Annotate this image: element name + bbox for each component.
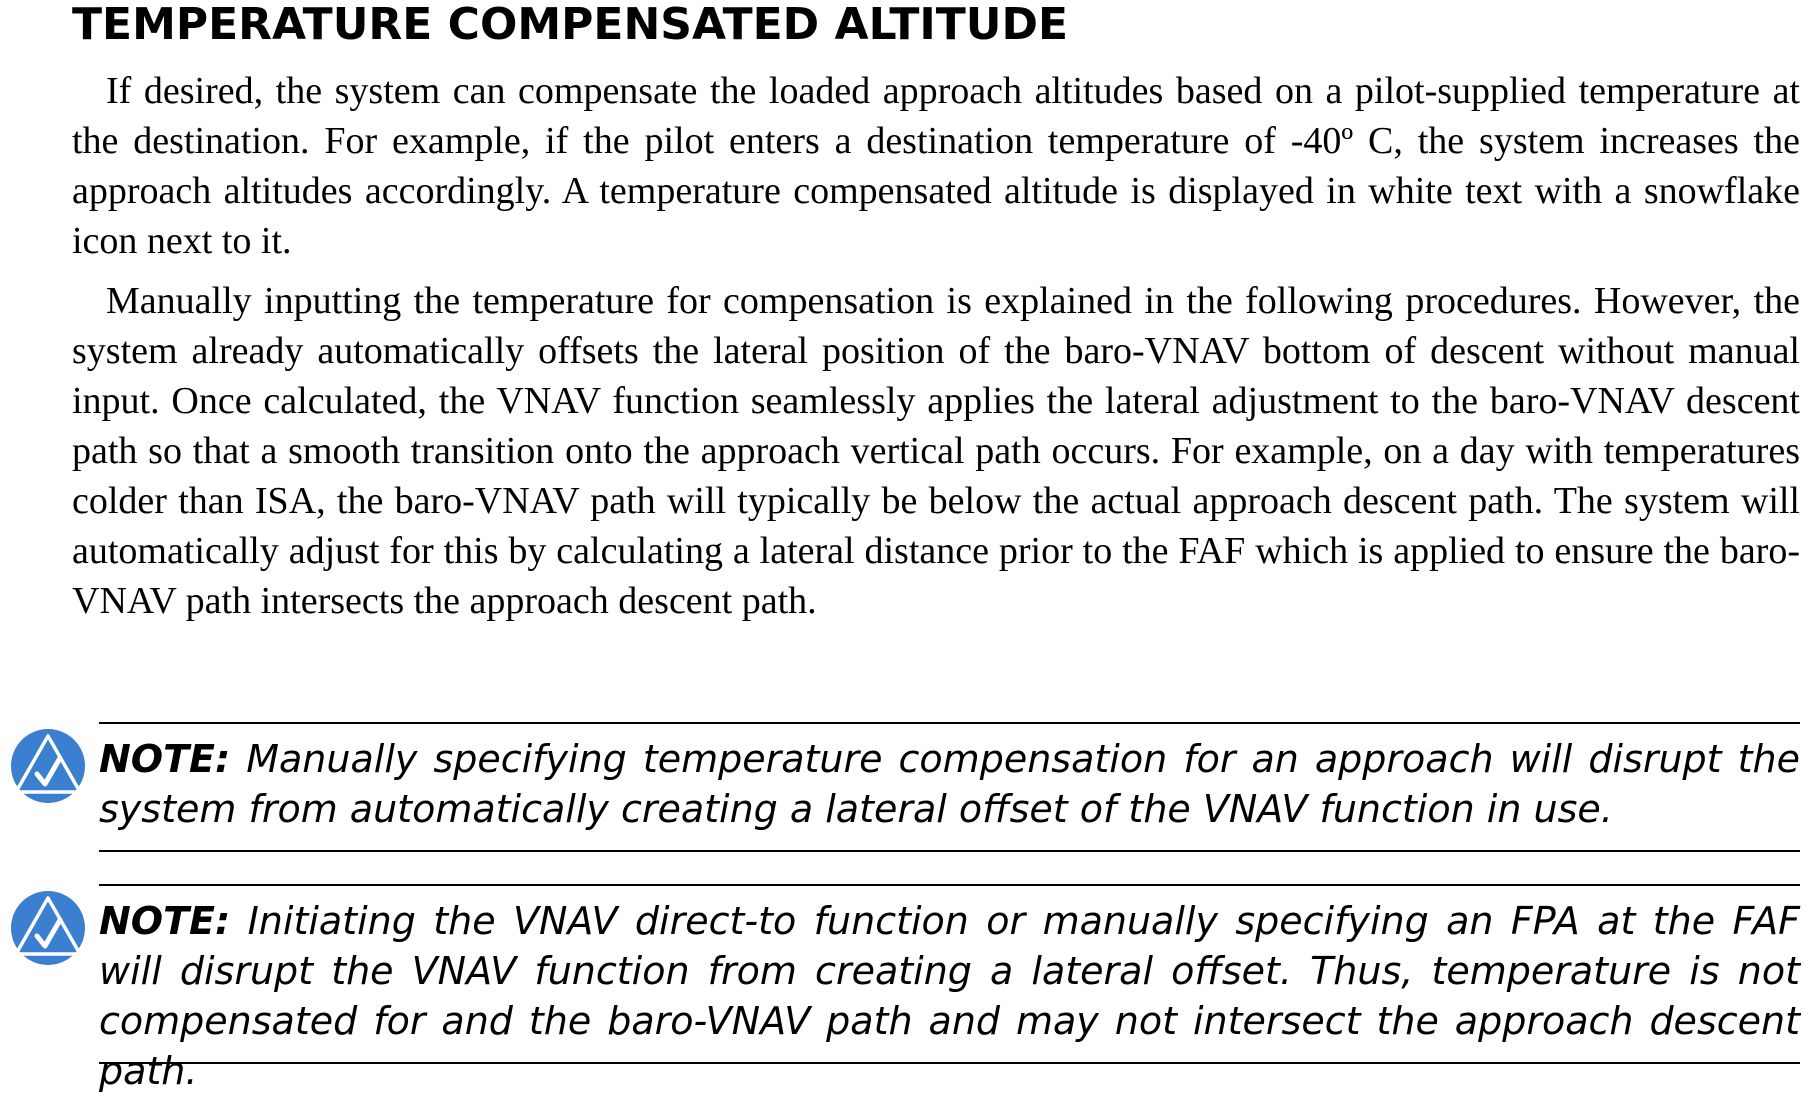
note-body: Manually specifying temperature compensation for an approach will disrupt the system from automatically creating a lateral offset of the VNAV function in use.	[99, 737, 1800, 831]
note-label: NOTE:	[99, 899, 231, 943]
body-paragraph-1: If desired, the system can compensate the loaded approach altitudes based on a pilot-supplied temperature at the destination. For example, if the pilot enters a destination temperature of -40º C, the system increases the approach altitudes accordingly. A temperature compensated altitude is displayed in white text with a snowflake icon next to it.	[72, 70, 1800, 262]
note-rule-top	[99, 722, 1800, 724]
body-paragraph-2: Manually inputting the temperature for compensation is explained in the following procedures. However, the system already automatically offsets the lateral position of the baro-VNAV bottom of descent without manual input. Once calculated, the VNAV function seamlessly applies the lateral adjustment to the baro-VNAV descent path so that a smooth transition onto the approach vertical path occurs. For example, on a day with temperatures colder than ISA, the baro-VNAV path will typically be below the actual approach descent path. The system will automatically adjust for this by calculating a lateral distance prior to the FAF which is applied to ensure the baro-VNAV path intersects the approach descent path.	[72, 280, 1800, 622]
checkmark-note-icon	[10, 728, 86, 804]
note-text-2	[99, 896, 1800, 1096]
note-label: NOTE:	[99, 737, 231, 781]
section-title: TEMPERATURE COMPENSATED ALTITUDE	[72, 0, 1069, 50]
document-page	[72, 0, 1800, 626]
note-rule-bottom	[99, 1062, 1800, 1064]
note-rule-top	[99, 884, 1800, 886]
note-text-1	[99, 734, 1800, 834]
note-body: Initiating the VNAV direct-to function or manually specifying an FPA at the FAF will disrupt the VNAV function from creating a lateral offset. Thus, temperature is not compensated for and the baro-VNAV path and may not intersect the approach descent path.	[99, 899, 1800, 1093]
checkmark-note-icon	[10, 890, 86, 966]
note-rule-bottom	[99, 850, 1800, 852]
